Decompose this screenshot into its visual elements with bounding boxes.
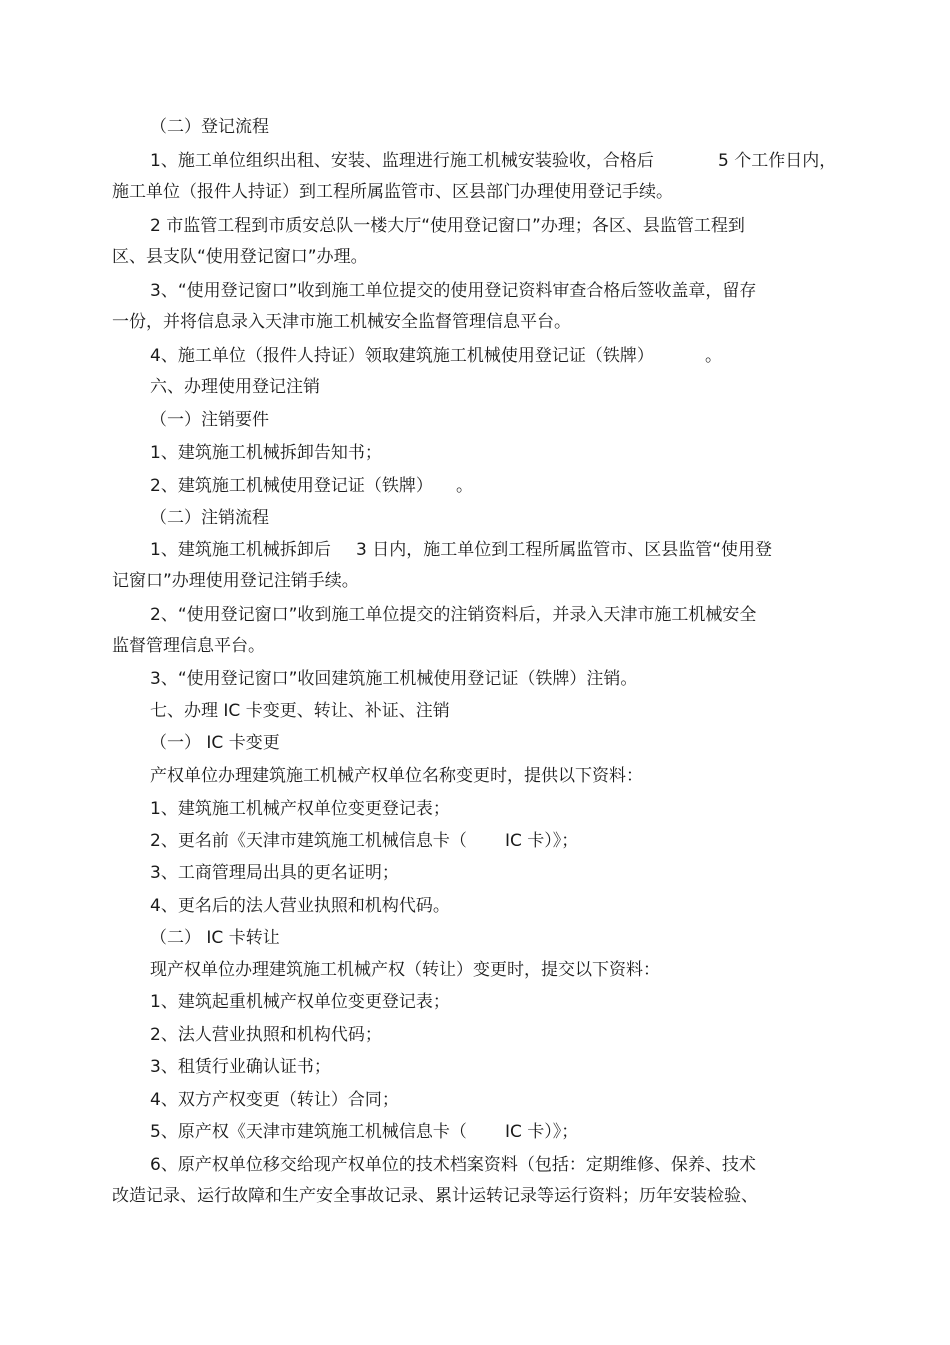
- line-text: 。: [456, 476, 473, 496]
- text-line: [0, 307, 950, 337]
- text-line: [0, 600, 950, 630]
- text-line: [0, 372, 950, 402]
- line-text: 3、工商管理局出具的更名证明；: [150, 863, 399, 883]
- line-text: 记窗口”办理使用登记注销手续。: [112, 571, 359, 591]
- text-line: [0, 794, 950, 824]
- line-text: 4、更名后的法人营业执照和机构代码。: [150, 896, 450, 916]
- text-line: [0, 146, 950, 176]
- line-text: 2、法人营业执照和机构代码；: [150, 1025, 382, 1045]
- text-line: [0, 1117, 950, 1147]
- line-text: 4、双方产权变更（转让）合同；: [150, 1090, 399, 1110]
- text-line: [0, 858, 950, 888]
- line-text: 2、建筑施工机械使用登记证（铁牌）: [150, 476, 433, 496]
- line-text: 监督管理信息平台。: [112, 636, 265, 656]
- line-text: 现产权单位办理建筑施工机械产权（转让）变更时，提交以下资料：: [150, 960, 660, 980]
- text-line: [0, 242, 950, 272]
- text-line: [0, 341, 950, 371]
- text-line: [0, 1052, 950, 1082]
- text-line: [0, 405, 950, 435]
- line-text: 一份，并将信息录入天津市施工机械安全监督管理信息平台。: [112, 312, 571, 332]
- line-text: （二）注销流程: [150, 508, 269, 528]
- line-text: （二）登记流程: [150, 117, 269, 137]
- line-text: 6、原产权单位移交给现产权单位的技术档案资料（包括：定期维修、保养、技术: [150, 1155, 756, 1175]
- text-line: [0, 955, 950, 985]
- line-text: 七、办理 IC 卡变更、转让、补证、注销: [150, 701, 450, 721]
- line-text: 5 个工作日内，: [718, 151, 837, 171]
- text-line: [0, 1181, 950, 1211]
- text-line: [0, 438, 950, 468]
- line-text: 1、建筑施工机械产权单位变更登记表；: [150, 799, 450, 819]
- line-text: 5、原产权《天津市建筑施工机械信息卡（: [150, 1122, 467, 1142]
- line-text: （二） IC 卡转让: [150, 928, 280, 948]
- text-line: [0, 1020, 950, 1050]
- text-line: [0, 826, 950, 856]
- text-line: [0, 276, 950, 306]
- text-line: [0, 728, 950, 758]
- text-line: [0, 987, 950, 1017]
- line-text: 3、“使用登记窗口”收到施工单位提交的使用登记资料审查合格后签收盖章，留存: [150, 281, 757, 301]
- text-line: [0, 211, 950, 241]
- text-line: [0, 471, 950, 501]
- line-text: 1、建筑起重机械产权单位变更登记表；: [150, 992, 450, 1012]
- line-text: 4、施工单位（报件人持证）领取建筑施工机械使用登记证（铁牌）: [150, 346, 654, 366]
- text-line: [0, 503, 950, 533]
- text-line: [0, 761, 950, 791]
- line-text: 。: [705, 346, 722, 366]
- text-line: [0, 631, 950, 661]
- text-line: [0, 177, 950, 207]
- line-text: 1、建筑施工机械拆卸后: [150, 540, 331, 560]
- text-line: [0, 891, 950, 921]
- text-line: [0, 112, 950, 142]
- line-text: 3、租赁行业确认证书；: [150, 1057, 331, 1077]
- line-text: 1、施工单位组织出租、安装、监理进行施工机械安装验收，合格后: [150, 151, 654, 171]
- line-text: 3、“使用登记窗口”收回建筑施工机械使用登记证（铁牌）注销。: [150, 669, 638, 689]
- text-line: [0, 1085, 950, 1115]
- text-line: [0, 566, 950, 596]
- line-text: 施工单位（报件人持证）到工程所属监管市、区县部门办理使用登记手续。: [112, 182, 673, 202]
- line-text: 改造记录、运行故障和生产安全事故记录、累计运转记录等运行资料；历年安装检验、: [112, 1186, 758, 1206]
- line-text: 六、办理使用登记注销: [150, 377, 320, 397]
- text-line: [0, 664, 950, 694]
- text-line: [0, 923, 950, 953]
- line-text: 1、建筑施工机械拆卸告知书；: [150, 443, 382, 463]
- text-line: [0, 696, 950, 726]
- line-text: 3 日内，施工单位到工程所属监管市、区县监管“使用登: [356, 540, 773, 560]
- line-text: 产权单位办理建筑施工机械产权单位名称变更时，提供以下资料：: [150, 766, 643, 786]
- line-text: IC 卡）》；: [505, 1122, 579, 1142]
- line-text: IC 卡）》；: [505, 831, 579, 851]
- text-line: [0, 1150, 950, 1180]
- line-text: （一） IC 卡变更: [150, 733, 280, 753]
- line-text: 2、“使用登记窗口”收到施工单位提交的注销资料后，并录入天津市施工机械安全: [150, 605, 757, 625]
- line-text: 区、县支队“使用登记窗口”办理。: [112, 247, 368, 267]
- line-text: 2 市监管工程到市质安总队一楼大厅“使用登记窗口”办理；各区、县监管工程到: [150, 216, 745, 236]
- line-text: （一）注销要件: [150, 410, 269, 430]
- text-line: [0, 535, 950, 565]
- line-text: 2、更名前《天津市建筑施工机械信息卡（: [150, 831, 467, 851]
